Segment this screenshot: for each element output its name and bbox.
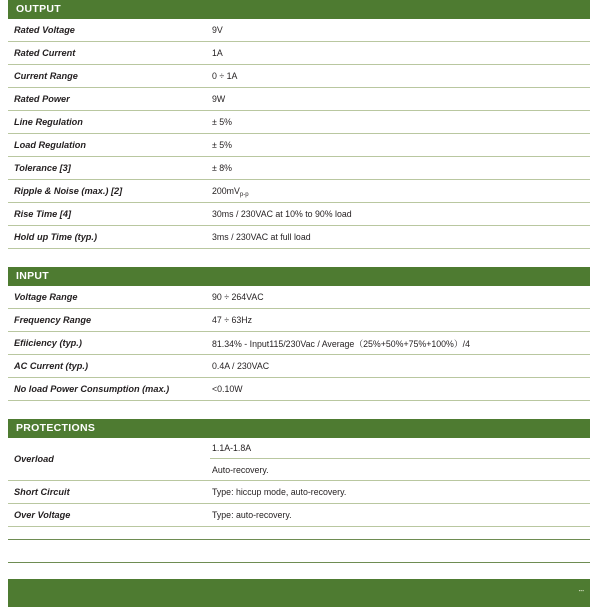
empty-spacer-row xyxy=(8,539,590,563)
table-row xyxy=(8,226,590,249)
footer-bar xyxy=(8,579,590,607)
table-row xyxy=(8,286,590,309)
spec-table-protections xyxy=(8,438,590,527)
table-row xyxy=(8,180,590,203)
spec-table-output xyxy=(8,19,590,249)
table-row xyxy=(8,19,590,42)
spec-table-input xyxy=(8,286,590,401)
table-row xyxy=(8,504,590,527)
row-value: 0 ÷ 1A xyxy=(210,65,590,88)
row-label: Rated Voltage xyxy=(8,19,210,42)
row-label: Line Regulation xyxy=(8,111,210,134)
table-row xyxy=(8,378,590,401)
row-value: 81.34% - Input115/230Vac / Average（25%+50%+75%+100%）/4 xyxy=(210,332,590,355)
row-label: Rated Current xyxy=(8,42,210,65)
row-value-secondary: Auto-recovery. xyxy=(212,464,269,475)
table-row xyxy=(8,42,590,65)
row-value: Type: hiccup mode, auto-recovery. xyxy=(210,481,590,504)
table-row xyxy=(8,88,590,111)
row-label: Over Voltage xyxy=(8,504,210,527)
row-value: ± 8% xyxy=(210,157,590,180)
section-gap xyxy=(0,249,600,267)
row-value: 9W xyxy=(210,88,590,111)
section-output xyxy=(8,0,590,249)
row-value: 47 ÷ 63Hz xyxy=(210,309,590,332)
row-value-text: 200mV xyxy=(212,186,240,196)
row-value: 30ms / 230VAC at 10% to 90% load xyxy=(210,203,590,226)
row-label: No load Power Consumption (max.) xyxy=(8,378,210,401)
row-value: 1A xyxy=(210,42,590,65)
row-label: Voltage Range xyxy=(8,286,210,309)
table-row xyxy=(8,309,590,332)
row-value: ± 5% xyxy=(210,134,590,157)
section-input xyxy=(8,267,590,401)
section-gap xyxy=(0,401,600,419)
table-row xyxy=(8,111,590,134)
table-row xyxy=(8,157,590,180)
table-row xyxy=(8,355,590,378)
table-row xyxy=(8,203,590,226)
table-row xyxy=(8,481,590,504)
table-row xyxy=(8,332,590,355)
row-label: Hold up Time (typ.) xyxy=(8,226,210,249)
row-value-subscript: p-p xyxy=(239,192,249,198)
section-protections xyxy=(8,419,590,527)
row-value: ± 5% xyxy=(210,111,590,134)
row-label: Short Circuit xyxy=(8,481,210,504)
row-value: <0.10W xyxy=(210,378,590,401)
section-header-output: OUTPUT xyxy=(8,0,590,19)
row-label: Rise Time [4] xyxy=(8,203,210,226)
row-label: Rated Power xyxy=(8,88,210,111)
row-label: Tolerance [3] xyxy=(8,157,210,180)
section-header-protections: PROTECTIONS xyxy=(8,419,590,438)
row-value-primary: 1.1A-1.8A xyxy=(210,438,590,459)
row-label: AC Current (typ.) xyxy=(8,355,210,378)
row-label: Frequency Range xyxy=(8,309,210,332)
row-value: 9V xyxy=(210,19,590,42)
row-label: Ripple & Noise (max.) [2] xyxy=(8,180,210,203)
row-label: Current Range xyxy=(8,65,210,88)
section-gap xyxy=(0,527,600,539)
row-value: Type: auto-recovery. xyxy=(210,504,590,527)
table-row xyxy=(8,65,590,88)
section-header-input: INPUT xyxy=(8,267,590,286)
row-value-group xyxy=(210,438,590,481)
table-row xyxy=(8,134,590,157)
row-label: Overload xyxy=(8,438,210,481)
table-row-overload xyxy=(8,438,590,481)
row-value: 3ms / 230VAC at full load xyxy=(210,226,590,249)
footer-mark: ▪▪▪ xyxy=(578,588,584,593)
row-value xyxy=(210,180,590,203)
row-value: 0.4A / 230VAC xyxy=(210,355,590,378)
row-label: Load Regulation xyxy=(8,134,210,157)
row-label: Efiiciency (typ.) xyxy=(8,332,210,355)
row-value: 90 ÷ 264VAC xyxy=(210,286,590,309)
